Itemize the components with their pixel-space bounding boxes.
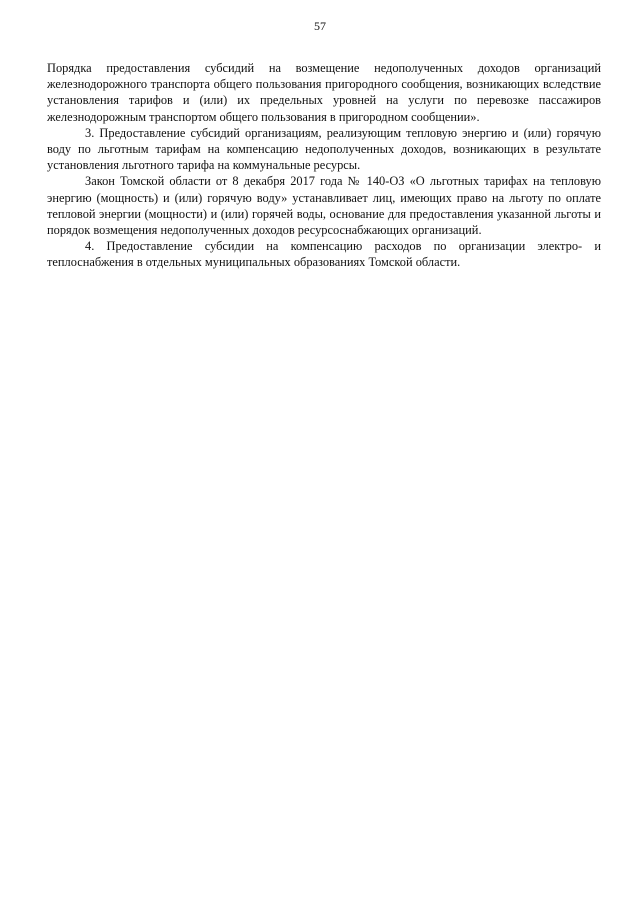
paragraph-subsidy-procedure-end: Порядка предоставления субсидий на возмещение недополученных доходов организаций железнодорожного транспорта общего пользования пригородного сообщения, возникающих вследствие установления тарифов и (или) их предельных уровней на услуги по перевозке пассажиров железнодорожным транспортом общего пользования в пригородном сообщении». xyxy=(47,61,601,124)
page-number: 57 xyxy=(314,19,326,33)
document-body xyxy=(47,60,601,271)
paragraph-tomsk-law-140: Закон Томской области от 8 декабря 2017 года № 140-ОЗ «О льготных тарифах на тепловую энергию (мощность) и (или) горячую воду» устанавливает лиц, имеющих право на льготу по оплате тепловой энергии (мощности) и (или) горячей воды, основание для предоставления указанной льготы и порядок возмещения недополученных доходов ресурсоснабжающих организаций. xyxy=(47,174,601,238)
paragraph-item-3-heat-subsidy: 3. Предоставление субсидий организациям, реализующим тепловую энергию и (или) горячую воду по льготным тарифам на компенсацию недополученных доходов, возникающих в результате установления льготного тарифа на коммунальные ресурсы. xyxy=(47,125,601,173)
paragraph-item-4-power-heat-supply: 4. Предоставление субсидии на компенсацию расходов по организации электро- и теплоснабжения в отдельных муниципальных образованиях Томской области. xyxy=(47,239,601,270)
